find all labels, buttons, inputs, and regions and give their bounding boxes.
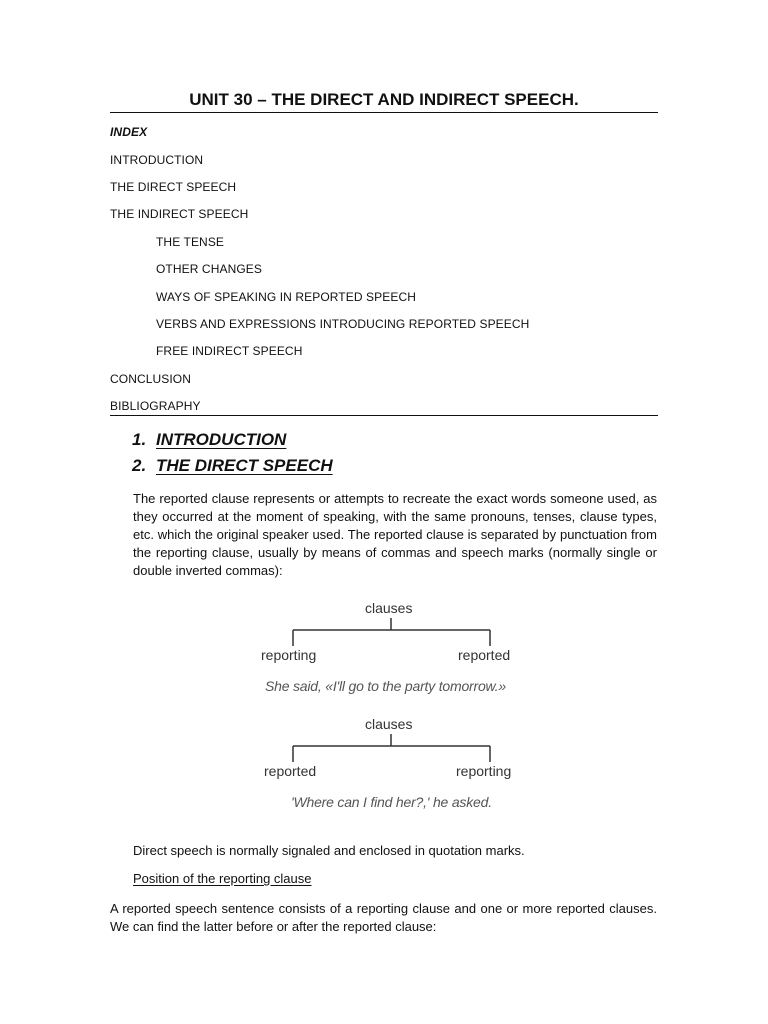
paragraph-direct-speech: The reported clause represents or attempts to recreate the exact words someone used, as they occurred at the moment of speaking, with the same pronouns, tenses, clause types, etc. which the original speaker used. The reported clause is separated by punctuation from the reporting clause, usually by means of commas and speech marks (normally single or double inverted commas): [133,491,657,578]
section-title: THE DIRECT SPEECH [156,456,333,475]
index-item-verbs-expressions: VERBS AND EXPRESSIONS INTRODUCING REPORTED SPEECH [156,317,530,331]
section-number: 1. [132,430,147,449]
paragraph-reported-speech: A reported speech sentence consists of a reporting clause and one or more reported clauses. We can find the latter before or after the reported clause: [110,901,657,934]
index-rule [110,415,658,416]
index-item-indirect-speech: THE INDIRECT SPEECH [110,207,249,221]
index-item-bibliography: BIBLIOGRAPHY [110,399,201,413]
index-item-direct-speech: THE DIRECT SPEECH [110,180,237,194]
diagram-1-top-label: clauses [365,600,413,616]
diagram-2-right-label: reporting [456,763,512,779]
page-title: UNIT 30 – THE DIRECT AND INDIRECT SPEECH. [189,90,579,109]
title-rule [110,112,658,113]
diagram-2-left-label: reported [264,763,317,779]
index-heading: INDEX [110,125,148,139]
section-title: INTRODUCTION [156,430,287,449]
subheading-reporting-clause: Position of the reporting clause [133,871,312,886]
diagram-1-left-label: reporting [261,647,317,663]
index-item-free-indirect: FREE INDIRECT SPEECH [156,344,303,358]
section-heading-introduction [132,430,286,450]
diagram-2-example: 'Where can I find her?,' he asked. [291,794,492,810]
index-item-tense: THE TENSE [156,235,225,249]
clause-diagram-1 [255,600,530,710]
direct-speech-sentence: Direct speech is normally signaled and enclosed in quotation marks. [133,843,525,858]
clause-diagram-2 [255,716,530,826]
section-heading-direct-speech [132,456,333,476]
index-item-ways-of-speaking: WAYS OF SPEAKING IN REPORTED SPEECH [156,290,416,304]
index-item-conclusion: CONCLUSION [110,372,192,386]
index-item-introduction: INTRODUCTION [110,153,204,167]
diagram-1-right-label: reported [458,647,511,663]
diagram-1-example: She said, «I'll go to the party tomorrow.» [265,678,506,694]
index-item-other-changes: OTHER CHANGES [156,262,262,276]
diagram-2-top-label: clauses [365,716,413,732]
section-number: 2. [132,456,147,475]
